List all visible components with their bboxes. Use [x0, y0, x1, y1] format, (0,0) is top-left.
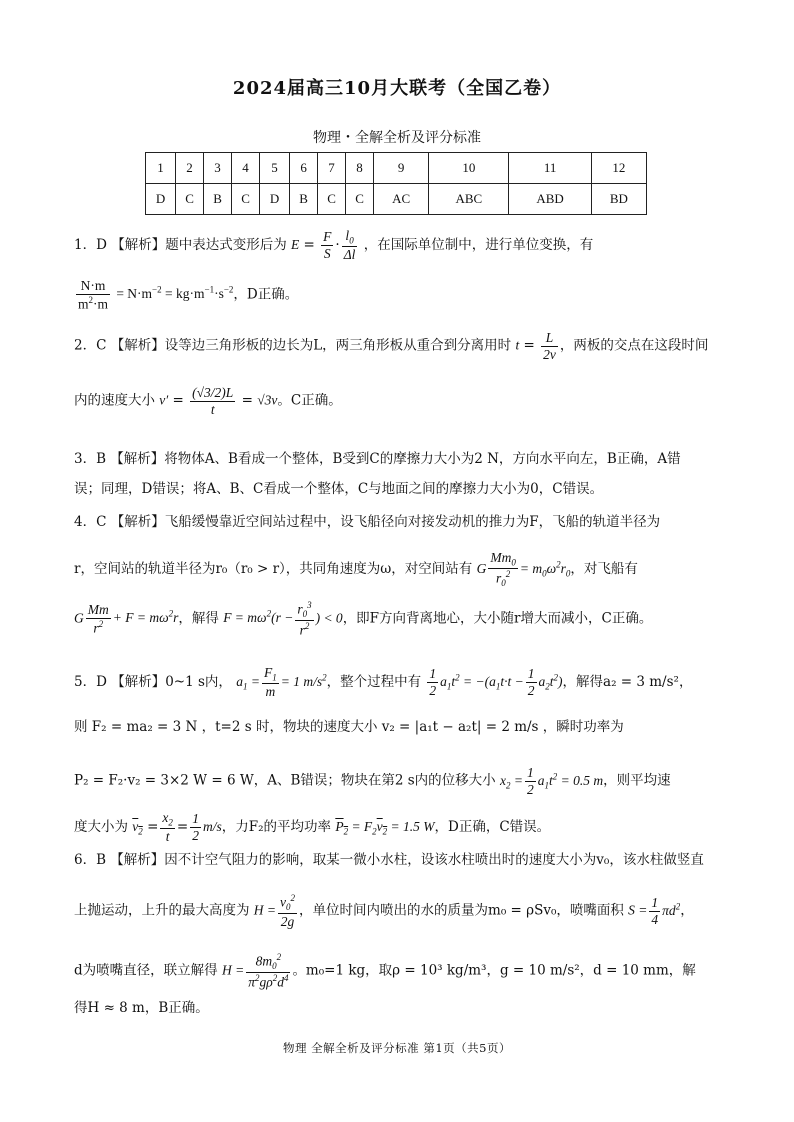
q5-text: 5．D 【解析】0~1 s内，: [74, 673, 232, 690]
q4-text: ，解得: [178, 610, 219, 627]
formula: $\frac{Mm_0}{r_0^2}$: [490, 550, 516, 589]
answer-table-number-row: [146, 153, 647, 184]
q4-text: r，空间站的轨道半径为r₀（r₀ > r），共同角速度为ω，对空间站有: [74, 560, 473, 577]
q1-line1: 1．D 【解析】题中表达式变形后为 E = $\frac{F}{S}$ · $\frac{l_0}{\Delta l}$ ，在国际单位制中，进行单位变换，有: [74, 228, 594, 263]
formula: $\frac{r_0^3}{r^2}$: [297, 600, 312, 638]
formula: $\frac{8m_0^2}{\pi^2g\rho^2d^4}$: [248, 952, 289, 990]
q3-line2: 误；同理，D错误；将A、B、C看成一个整体，C与地面之间的摩擦力大小为0，C错误。: [74, 481, 604, 497]
q5-line1: 5．D 【解析】0~1 s内， $a_1$ = $\frac{F_1}{m}$ = 1 $m/s^2$，整个过程中有 $\frac{1}{2}$ $a_1t^2 = -(a_1t\cdot t$ − $\frac{1}{2}$ $a_2t^2$)，解得a₂ = 3 m/s²，: [74, 665, 693, 700]
table-cell: D: [146, 184, 176, 215]
q6-line2: 上抛运动，上升的最大高度为 H = $\frac{v_0^2}{2g}$ ，单位时间内喷出的水的质量为m₀ = ρSv₀，喷嘴面积 S = $\frac{1}{4}$ $\pi d^2$，: [74, 893, 694, 929]
formula: $\frac{1}{2}$: [527, 666, 535, 698]
table-cell: B: [204, 184, 232, 215]
q5-text: 度大小为: [74, 818, 128, 835]
q5-text: ，D正确，C错误。: [434, 818, 551, 835]
page-title: 2024届高三10月大联考（全国乙卷）: [232, 78, 562, 99]
table-cell: 1: [146, 153, 176, 184]
q1-line2: $\frac{N\cdot m}{m^2\cdot m}$ = $N\cdot m^{-2} = kg\cdot m^{-1}\cdot s^{-2}$，D正确。: [78, 278, 299, 312]
q6-line1: 6．B 【解析】因不计空气阻力的影响，取某一微小水柱，设该水柱喷出时的速度大小为v₀，该水柱做竖直: [74, 852, 704, 868]
formula: $\frac{v_0^2}{2g}$: [280, 893, 296, 929]
table-cell: ABC: [429, 184, 509, 215]
table-cell: C: [318, 184, 346, 215]
page-subtitle: 物理・全解全析及评分标准: [313, 130, 481, 146]
q6-text: 上抛运动，上升的最大高度为: [74, 902, 250, 919]
q4-text: ，即F方向背离地心，大小随r增大而减小，C正确。: [342, 610, 653, 627]
q5-line4: 度大小为 $v_2$ = $\frac{x_2}{t}$ = $\frac{1}{2}$ m/s，力F₂的平均功率 $P_2 = F_2v_2 = 1.5$ W，D正确，C错误。: [74, 810, 551, 845]
table-cell: C: [346, 184, 374, 215]
formula: $\frac{x_2}{t}$: [162, 810, 173, 845]
q2-text: 内的速度大小: [74, 392, 155, 409]
q5-text: ，解得a₂ = 3 m/s²，: [562, 673, 693, 690]
formula: $\frac{1}{2}$: [192, 811, 199, 843]
table-cell: 7: [318, 153, 346, 184]
formula: $\frac{1}{2}$: [526, 765, 534, 797]
formula: $\frac{(√3/2)L}{t}$: [192, 385, 234, 417]
table-cell: D: [260, 184, 290, 215]
q2-text: ，两板的交点在这段时间: [559, 337, 709, 354]
q6-text: ，: [680, 902, 694, 919]
q2-line2: 内的速度大小 v′ = $\frac{(√3/2)L}{t}$ = √3v。C正确。: [74, 385, 342, 417]
q6-text: 。m₀=1 kg，取ρ = 10³ kg/m³，g = 10 m/s²，d = 10 mm，解: [292, 962, 696, 979]
table-cell: ABD: [509, 184, 591, 215]
q2-line1: 2．C 【解析】设等边三角形板的边长为L，两三角形板从重合到分离用时 t = $\frac{L}{2v}$ ，两板的交点在这段时间: [74, 330, 709, 362]
q5-line2: 则 F₂ = ma₂ = 3 N ，t=2 s 时，物块的速度大小 v₂ = |a₁t − a₂t| = 2 m/s ，瞬时功率为: [74, 719, 624, 735]
answer-table-answer-row: [146, 184, 647, 215]
page-footer: 物理 全解全析及评分标准 第1页（共5页）: [283, 1041, 511, 1055]
q1-text: ，在国际单位制中，进行单位变换，有: [363, 236, 594, 253]
q5-line3: P₂ = F₂·v₂ = 3×2 W = 6 W，A、B错误；物块在第2 s内的位移大小 $x_2$ = $\frac{1}{2}$ $a_1t^2 = 0.5$ m，则平均速: [74, 765, 671, 797]
table-cell: 3: [204, 153, 232, 184]
q1-text: 1．D 【解析】题中表达式变形后为: [74, 236, 287, 253]
formula: $\frac{N\cdot m}{m^2\cdot m}$: [78, 278, 109, 312]
q6-text: ，单位时间内喷出的水的质量为m₀ = ρSv₀，喷嘴面积: [299, 902, 624, 919]
table-cell: 11: [509, 153, 591, 184]
formula: $\frac{1}{4}$: [651, 895, 659, 927]
table-cell: C: [176, 184, 204, 215]
answer-table: [145, 152, 647, 215]
q5-text: ，力F₂的平均功率: [221, 818, 332, 835]
table-cell: C: [232, 184, 260, 215]
q6-line4: 得H ≈ 8 m，B正确。: [74, 1000, 209, 1016]
q1-text: ，D正确。: [233, 286, 299, 303]
formula: $\frac{1}{2}$: [429, 666, 437, 698]
formula: $\frac{l_0}{\Delta l}$: [343, 228, 356, 263]
q4-line2: r，空间站的轨道半径为r₀（r₀ > r），共同角速度为ω，对空间站有 G $\frac{Mm_0}{r_0^2}$ = $m_0\omega^2r_0$，对飞船有: [74, 550, 638, 589]
q5-text: ，整个过程中有: [326, 673, 422, 690]
formula: $\frac{F_1}{m}$: [263, 665, 277, 700]
table-cell: 6: [290, 153, 318, 184]
q4-text: ，对飞船有: [570, 560, 638, 577]
q6-line3: d为喷嘴直径，联立解得 H = $\frac{8m_0^2}{\pi^2g\rho^2d^4}$ 。m₀=1 kg，取ρ = 10³ kg/m³，g = 10 m/s²，d = 10 mm，解: [74, 952, 696, 990]
q4-line3: G $\frac{Mm}{r^2}$ + $F = m\omega^2r$，解得 $F = m\omega^2(r$ − $\frac{r_0^3}{r^2}$ ) < 0，即F方向背离地心，大小随r增大而减小，C正确。: [74, 600, 653, 638]
q3-line1: 3．B 【解析】将物体A、B看成一个整体，B受到C的摩擦力大小为2 N，方向水平向左，B正确，A错: [74, 451, 681, 467]
formula: $\frac{Mm}{r^2}$: [87, 602, 109, 636]
table-cell: 8: [346, 153, 374, 184]
formula: $\frac{L}{2v}$: [543, 330, 556, 362]
table-cell: 4: [232, 153, 260, 184]
table-cell: 2: [176, 153, 204, 184]
q5-text: P₂ = F₂·v₂ = 3×2 W = 6 W，A、B错误；物块在第2 s内的位移大小: [74, 772, 496, 789]
q6-text: d为喷嘴直径，联立解得: [74, 962, 218, 979]
table-cell: 5: [260, 153, 290, 184]
q4-line1: 4．C 【解析】飞船缓慢靠近空间站过程中，设飞船径向对接发动机的推力为F，飞船的轨道半径为: [74, 514, 661, 530]
table-cell: 9: [374, 153, 429, 184]
table-cell: 10: [429, 153, 509, 184]
table-cell: 12: [591, 153, 646, 184]
table-cell: AC: [374, 184, 429, 215]
q2-text: 2．C 【解析】设等边三角形板的边长为L，两三角形板从重合到分离用时: [74, 337, 512, 354]
q5-text: ，则平均速: [603, 772, 671, 789]
table-cell: B: [290, 184, 318, 215]
q2-text: 。C正确。: [277, 392, 342, 409]
table-cell: BD: [591, 184, 646, 215]
formula: $\frac{F}{S}$: [323, 229, 332, 261]
